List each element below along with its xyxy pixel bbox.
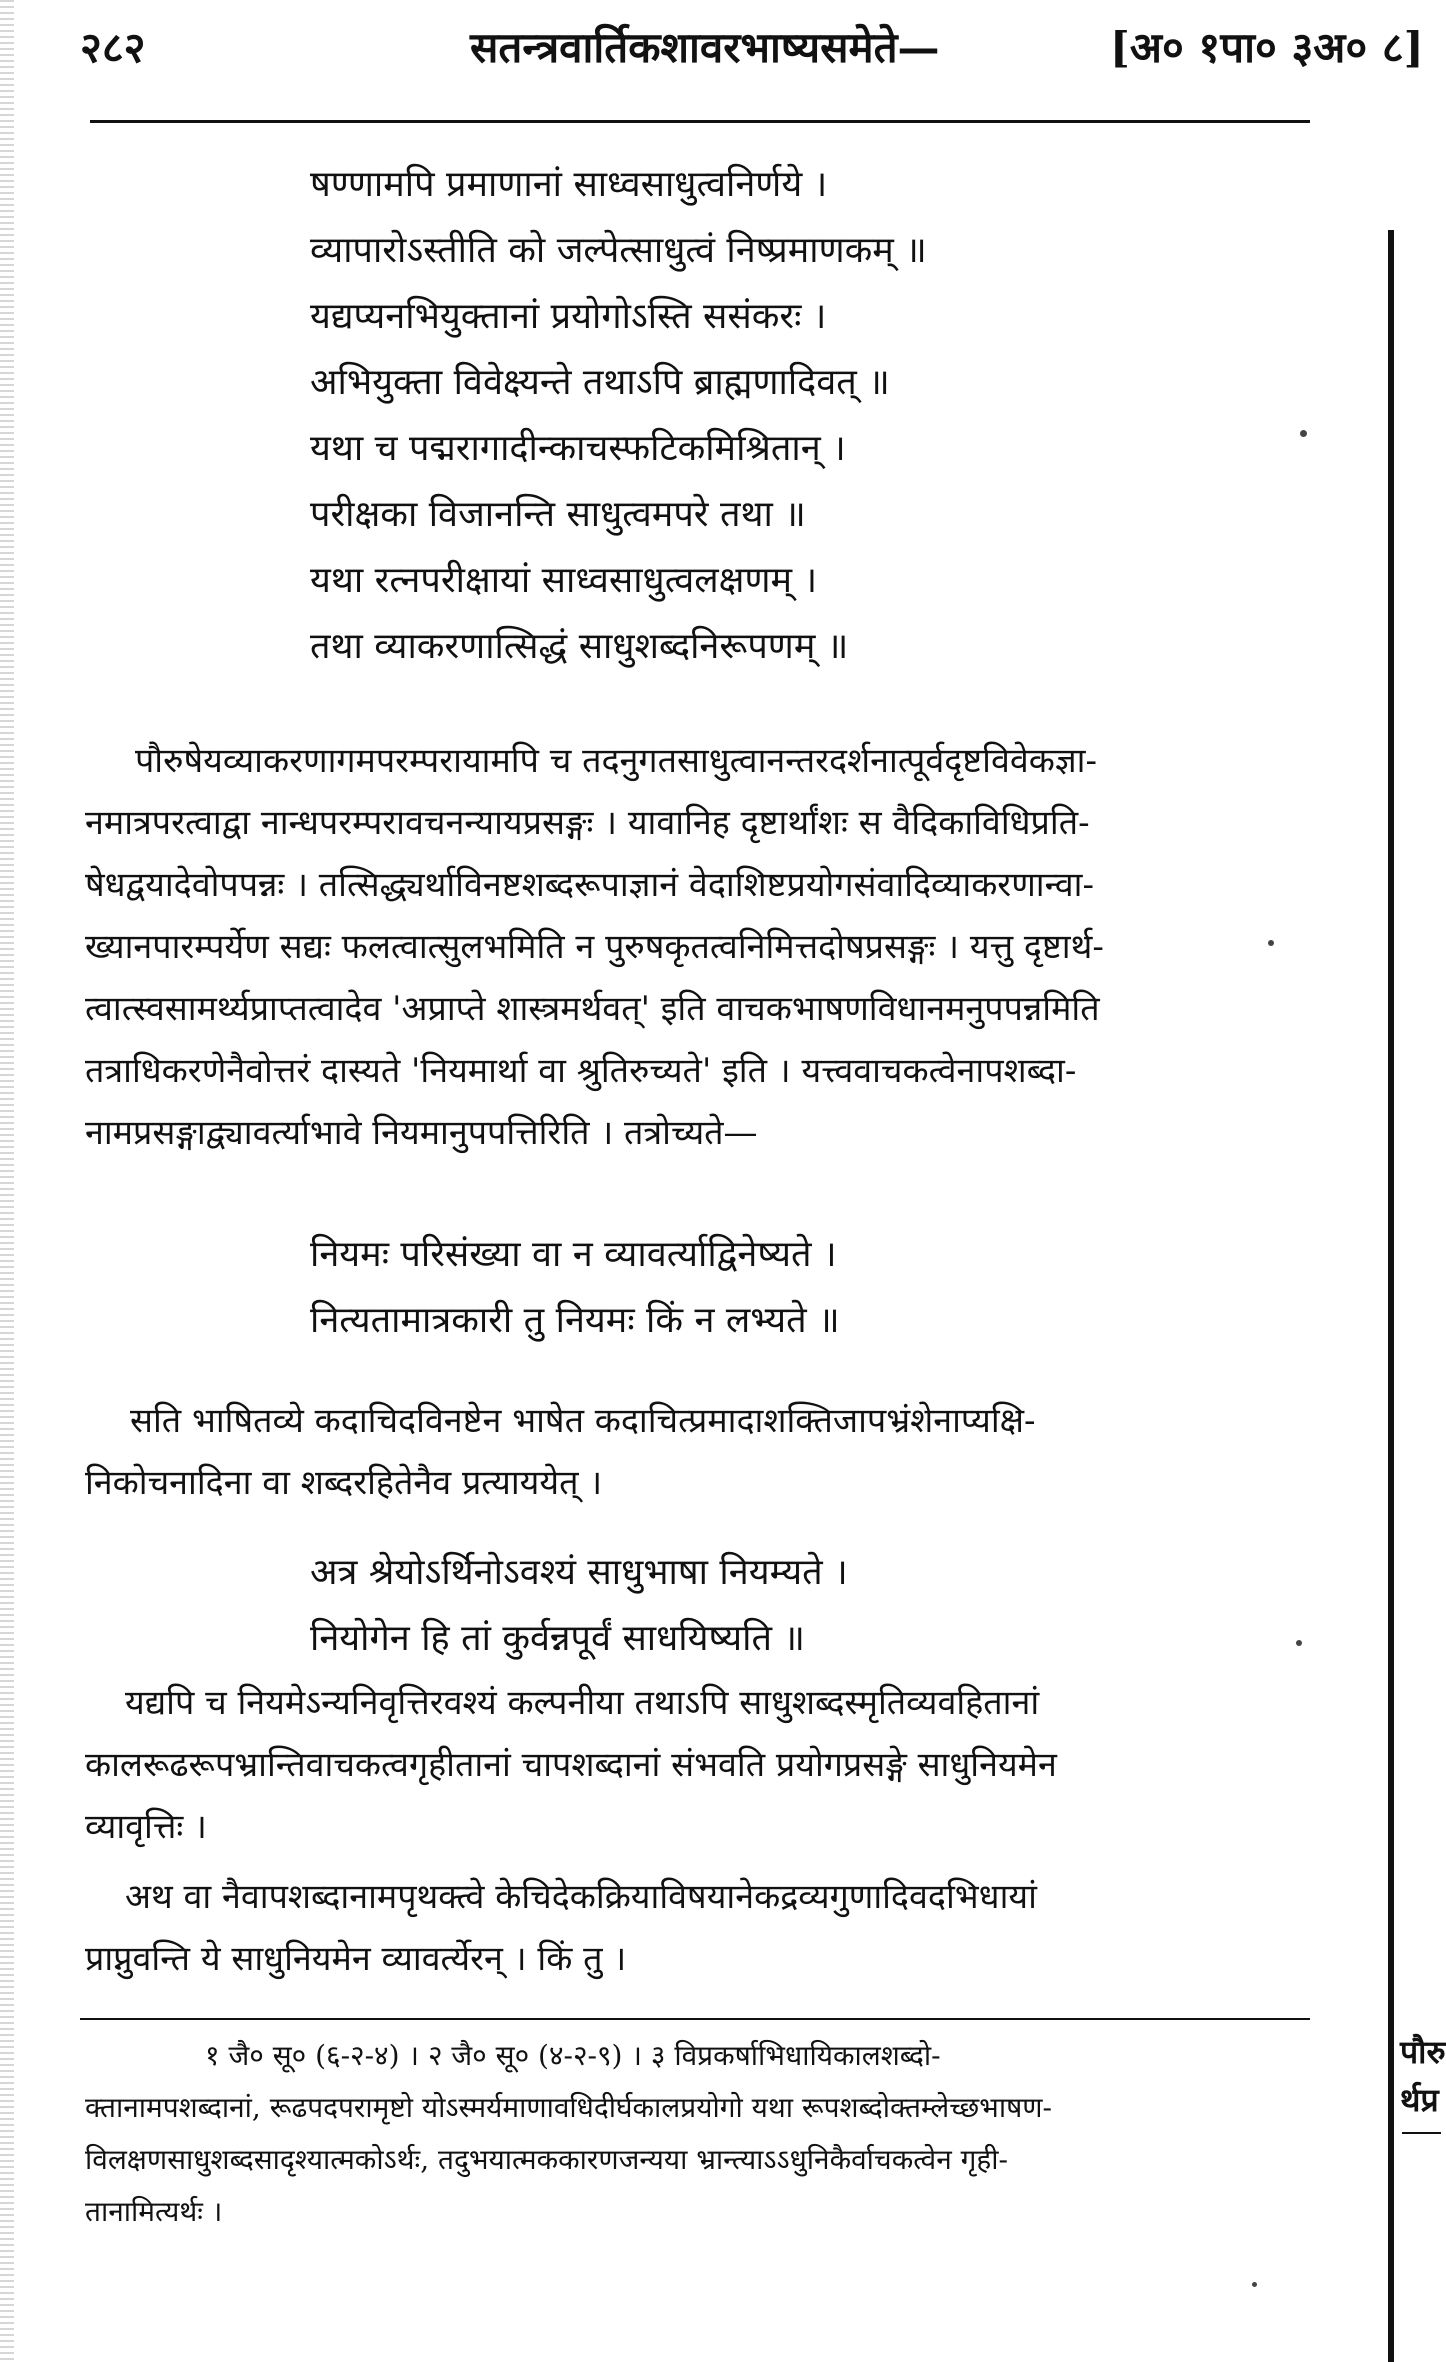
- prose-paragraph-1: [85, 730, 1104, 1164]
- prose-line: प्राप्नुवन्ति ये साधुनियमेन व्यावर्त्येरन् । किं तु ।: [85, 1939, 627, 1979]
- verse-block-2: [310, 1222, 840, 1354]
- verse-line: अत्र श्रेयोऽर्थिनोऽवश्यं साधुभाषा नियम्यते ।: [310, 1552, 848, 1593]
- footnote-line: १ जै० सू० (६-२-४) । २ जै० सू० (४-२-९) । ३ विप्रकर्षाभिधायिकालशब्दो-: [205, 2039, 941, 2072]
- footnotes: [85, 2030, 1052, 2238]
- prose-line: तत्राधिकरणेनैवोत्तरं दास्यते 'नियमार्था वा श्रुतिरुच्यते' इति । यत्त्ववाचकत्वेनापशब्दा-: [85, 1051, 1077, 1091]
- prose-line: नमात्रपरत्वाद्वा नान्धपरम्परावचनन्यायप्रसङ्गः । यावानिह दृष्टार्थांशः स वैदिकाविधिप्रति-: [85, 803, 1090, 843]
- margin-fragment: र्थप्र: [1400, 2081, 1439, 2119]
- page-number: २८२: [80, 23, 146, 72]
- speck-mark: [1296, 1640, 1302, 1646]
- verse-line: अभियुक्ता विवेक्ष्यन्ते तथाऽपि ब्राह्मणादिवत् ॥: [310, 362, 890, 403]
- header-rule: [90, 120, 1310, 123]
- running-title: सतन्त्रवार्तिकशावरभाष्यसमेते—: [470, 23, 940, 72]
- prose-line: कालरूढरूपभ्रान्तिवाचकत्वगृहीतानां चापशब्दानां संभवति प्रयोगप्रसङ्गे साधुनियमेन: [85, 1745, 1057, 1785]
- prose-line: व्यावृत्तिः ।: [85, 1807, 207, 1847]
- prose-line: नामप्रसङ्गाद्व्यावर्त्याभावे नियमानुपपत्तिरिति । तत्रोच्यते—: [85, 1113, 758, 1153]
- speck-mark: [1268, 940, 1274, 946]
- prose-line: निकोचनादिना वा शब्दरहितेनैव प्रत्याययेत् ।: [85, 1463, 603, 1503]
- footnote-line: विलक्षणसाधुशब्दसादृश्यात्मकोऽर्थः, तदुभयात्मककारणजन्यया भ्रान्त्याऽऽधुनिकैर्वाचकत्वेन गृही-: [85, 2143, 1008, 2176]
- verse-line: परीक्षका विजानन्ति साधुत्वमपरे तथा ॥: [310, 494, 806, 535]
- prose-line: पौरुषेयव्याकरणागमपरम्परायामपि च तदनुगतसाधुत्वानन्तरदर्शनात्पूर्वदृष्टविवेकज्ञा-: [135, 741, 1097, 781]
- prose-line: यद्यपि च नियमेऽन्यनिवृत्तिरवश्यं कल्पनीया तथाऽपि साधुशब्दस्मृतिव्यवहितानां: [125, 1683, 1040, 1723]
- verse-line: नियोगेन हि तां कुर्वन्नपूर्वं साधयिष्यति ॥: [310, 1618, 805, 1659]
- margin-fragment: पौरु: [1400, 2033, 1446, 2071]
- running-header: [80, 18, 1424, 82]
- verse-line: यथा रत्नपरीक्षायां साध्वसाधुत्वलक्षणम् ।: [310, 560, 818, 601]
- section-reference: [अ० १पा० ३अ० ८]: [1110, 23, 1424, 72]
- verse-block-1: [310, 152, 927, 680]
- footnote-line: तानामित्यर्थः ।: [85, 2195, 223, 2228]
- prose-paragraph-2: [85, 1390, 1036, 1514]
- binding-spine-line: [1388, 230, 1394, 2362]
- verse-line: नित्यतामात्रकारी तु नियमः किं न लभ्यते ॥: [310, 1300, 840, 1341]
- verse-line: षण्णामपि प्रमाणानां साध्वसाधुत्वनिर्णये ।: [310, 164, 828, 205]
- prose-line: सति भाषितव्ये कदाचिदविनष्टेन भाषेत कदाचित्प्रमादाशक्तिजापभ्रंशेनाप्यक्षि-: [130, 1401, 1036, 1441]
- prose-line: त्वात्स्वसामर्थ्यप्राप्तत्वादेव 'अप्राप्ते शास्त्रमर्थवत्' इति वाचकभाषणविधानमनुपपन्नमिति: [85, 989, 1100, 1029]
- speck-mark: [1300, 430, 1307, 437]
- footnote-line: क्तानामपशब्दानां, रूढपदपरामृष्टो योऽस्मर्यमाणावधिदीर्घकालप्रयोगो यथा रूपशब्दोक्तम्लेच्छभाषण-: [85, 2091, 1052, 2124]
- prose-line: ख्यानपारम्पर्येण सद्यः फलत्वात्सुलभमिति न पुरुषकृतत्वनिमित्तदोषप्रसङ्गः । यत्तु दृष्टार्थ-: [85, 927, 1104, 967]
- verse-block-3: [310, 1540, 848, 1672]
- verse-line: यथा च पद्मरागादीन्काचस्फटिकमिश्रितान् ।: [310, 428, 846, 469]
- prose-line: अथ वा नैवापशब्दानामपृथक्त्वे केचिदेकक्रियाविषयानेकद्रव्यगुणादिवदभिधायां: [125, 1877, 1037, 1917]
- margin-rule: [1402, 2132, 1441, 2134]
- verse-line: यद्यप्यनभियुक्तानां प्रयोगोऽस्ति ससंकरः ।: [310, 296, 827, 337]
- prose-paragraph-3: [85, 1672, 1057, 1858]
- footnote-rule: [80, 2018, 1310, 2020]
- speck-mark: [1252, 2282, 1257, 2287]
- verse-line: व्यापारोऽस्तीति को जल्पेत्साधुत्वं निष्प्रमाणकम् ॥: [310, 230, 927, 271]
- page-edge-shadow: [0, 0, 14, 2362]
- prose-line: षेधद्वयादेवोपपन्नः । तत्सिद्ध्यर्थाविनष्टशब्दरूपाज्ञानं वेदाशिष्टप्रयोगसंवादिव्याकरणान्वा-: [85, 865, 1094, 905]
- prose-paragraph-4: [85, 1866, 1037, 1990]
- verse-line: नियमः परिसंख्या वा न व्यावर्त्याद्विनेष्यते ।: [310, 1234, 837, 1275]
- verse-line: तथा व्याकरणात्सिद्धं साधुशब्दनिरूपणम् ॥: [310, 626, 849, 667]
